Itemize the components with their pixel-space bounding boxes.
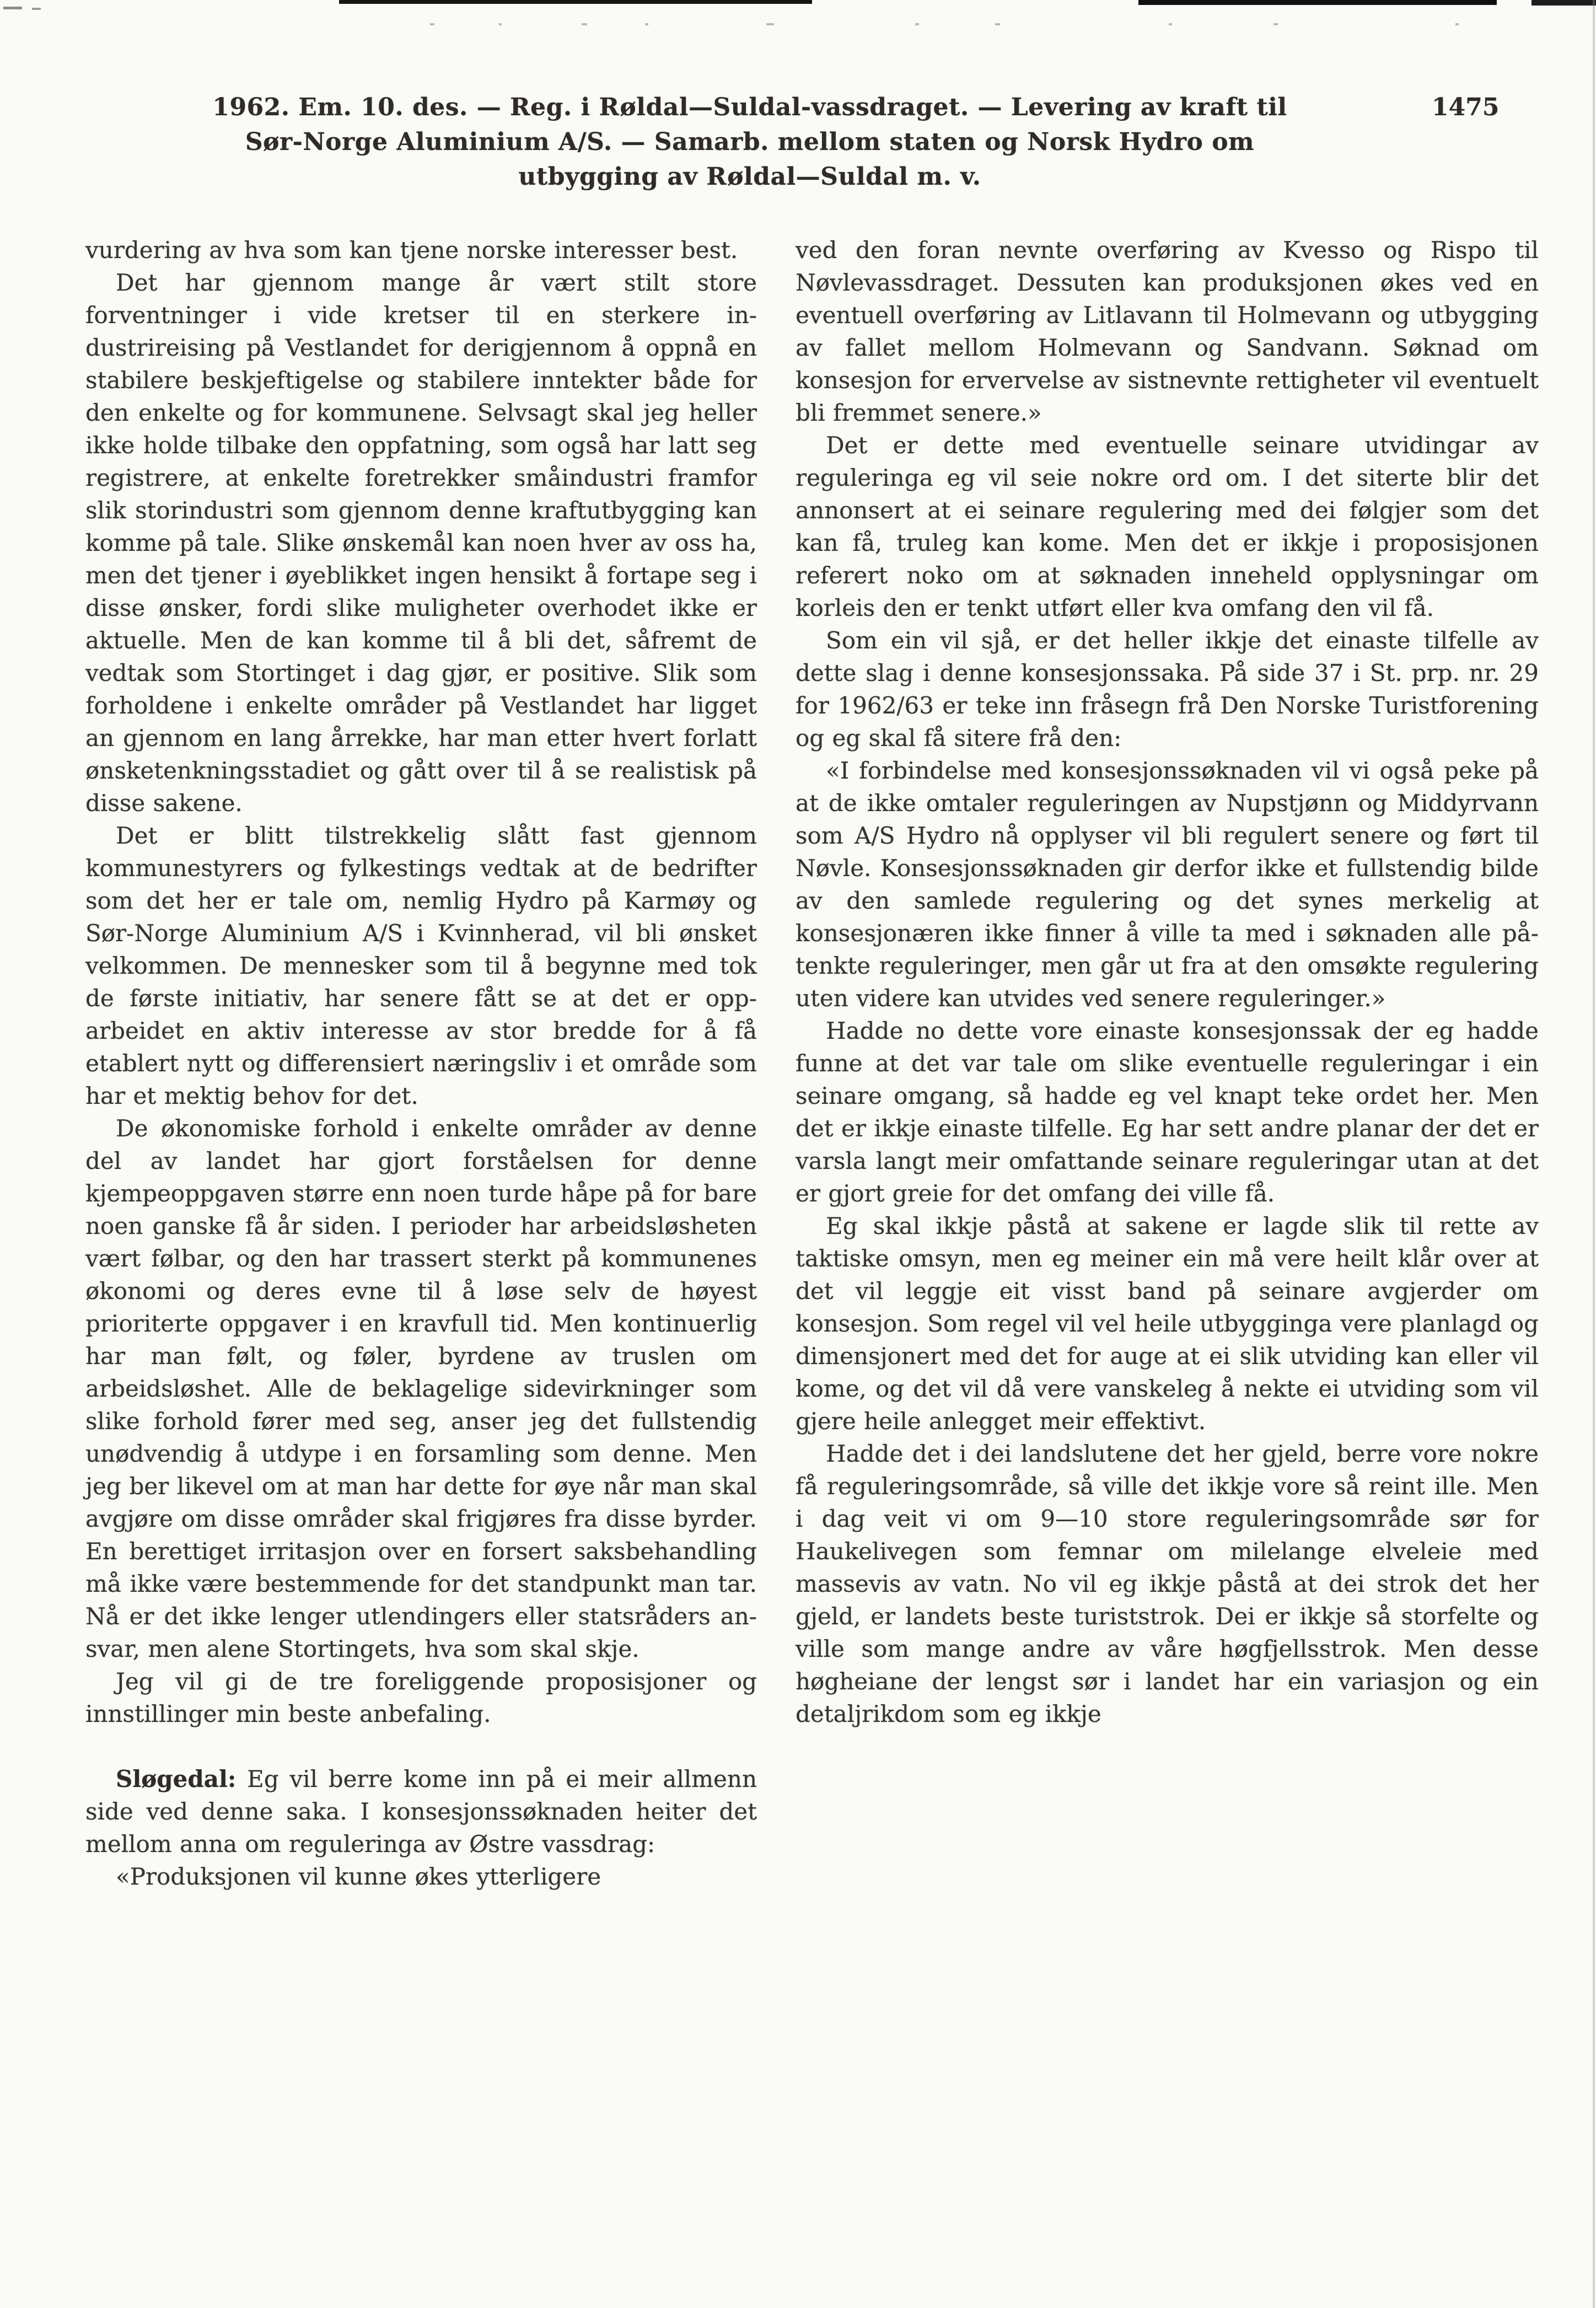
scan-artifact-dash: [3, 7, 22, 9]
speaker-name: Sløgedal:: [116, 1765, 237, 1792]
scan-artifact-speck: [582, 23, 587, 25]
scan-artifact-speck: [1455, 23, 1459, 25]
scan-artifact-bar: [339, 0, 812, 4]
running-head-line-1: 1962. Em. 10. des. — Reg. i Røldal—Suldal-vassdraget. — Levering av kraft til: [212, 93, 1287, 121]
left-column: [85, 234, 757, 1893]
paragraph: «I forbindelse med konsesjonssøknaden vil vi også peke på at de ikke omtaler reguleringen av Nupstjønn og Middyrvann som A/S Hydro nå opplyser vil bli regulert senere og ført til Nøvle. Konsesjonssøknaden gir derfor ikke et fullstendig bilde av den samlede regulering og det synes merkelig at konsesjonæren ikke finner å ville ta med i søknaden alle påtenkte reguleringer, men går ut fra at den omsøkte regulering uten videre kan utvides ved senere reguleringer.»: [796, 757, 1539, 1012]
paragraph: vurdering av hva som kan tjene norske interesser best.: [85, 237, 738, 264]
scan-artifact-bar: [1138, 0, 1497, 5]
paragraph: ved den foran nevnte overføring av Kvesso og Rispo til Nøvlevassdraget. Dessuten kan produksjonen økes ved en eventuell overføring av Litlavann til Holmevann og utbygging av fallet mellom Holmevann og Sandvann. Søknad om konsesjon for ervervelse av sistnevnte rettigheter vil eventuelt bli fremmet senere.»: [796, 237, 1539, 426]
scan-artifact-speck: [1169, 23, 1172, 25]
paragraph: Som ein vil sjå, er det heller ikkje det einaste tilfelle av dette slag i denne konsesjonssaka. På side 37 i St. prp. nr. 29 for 1962/63 er teke inn fråsegn frå Den Norske Turistforening og eg skal få sitere frå den:: [796, 627, 1539, 752]
scan-artifact-speck: [430, 23, 434, 25]
paragraph: Det er blitt tilstrekkelig slått fast gjennom kommunestyrers og fylkestings vedtak at de bedrifter som det her er tale om, nemlig Hydro på Karmøy og Sør-Norge Aluminium A/S i Kvinnherad, vil bli ønsket velkommen. De mennesker som til å begynne med tok de første initiativ, har senere fått se at det er opparbeidet en aktiv interesse av stor bredde for å få etablert nytt og differensiert næringsliv i et område som har et mektig behov for det.: [85, 822, 757, 1109]
scan-artifact-speck: [1273, 23, 1278, 25]
scan-edge-line: [1593, 0, 1595, 2308]
scan-artifact-bar: [1531, 0, 1596, 6]
scan-artifact-speck: [645, 23, 648, 25]
paragraph: Sløgedal: Eg vil berre kome inn på ei meir allmenn side ved denne saka. I konsesjonssøknaden heiter det mellom anna om reguleringa av Østre vassdrag:: [85, 1765, 757, 1858]
scan-artifact-dash: [32, 8, 41, 10]
paragraph: Hadde det i dei landslutene det her gjeld, berre vore nokre få reguleringsområde, så ville det ikkje vore så reint ille. Men i dag veit vi om 9—10 store reguleringsområde sør for Haukelivegen som femnar om milelange elveleie med massevis av vatn. No vil eg ikkje påstå at dei strok det her gjeld, er landets beste turiststrok. Dei er ikkje så storfelte og ville som mange andre av våre høgfjellsstrok. Men desse høgheiane der lengst sør i landet har ein variasjon og ein detaljrikdom som eg ikkje: [796, 1440, 1539, 1727]
paragraph: Det har gjennom mange år vært stilt store forventninger i vide kretser til en sterkere industrireising på Vestlandet for derigjennom å oppnå en stabilere beskjeftigelse og stabilere inntekter både for den enkelte og for kommunene. Selvsagt skal jeg heller ikke holde tilbake den oppfatning, som også har latt seg registrere, at enkelte foretrekker småindustri framfor slik storindustri som gjennom denne kraftutbygging kan komme på tale. Slike ønskemål kan noen hver av oss ha, men det tjener i øyeblikket ingen hensikt å fortape seg i disse ønsker, fordi slike muligheter overhodet ikke er aktuelle. Men de kan komme til å bli det, såfremt de vedtak som Stortinget i dag gjør, er positive. Slik som forholdene i enkelte områder på Vestlandet har ligget an gjennom en lang årrekke, har man etter hvert forlatt ønsketenkningsstadiet og gått over til å se realistisk på disse sakene.: [85, 269, 757, 817]
right-column: [796, 234, 1539, 1893]
paragraph: Hadde no dette vore einaste konsesjonssak der eg hadde funne at det var tale om slike eventuelle reguleringar i ein seinare omgang, så hadde eg vel knapt teke ordet her. Men det er ikkje einaste tilfelle. Eg har sett andre planar der det er varsla langt meir omfattande seinare reguleringar utan at det er gjort greie for det omfang dei ville få.: [796, 1017, 1539, 1207]
running-head-line-3: utbygging av Røldal—Suldal m. v.: [518, 163, 981, 191]
scan-artifact-speck: [766, 23, 774, 25]
scan-artifact-speck: [499, 23, 502, 25]
page-number: 1475: [1432, 93, 1500, 121]
running-head-line-2: Sør-Norge Aluminium A/S. — Samarb. mellom staten og Norsk Hydro om: [245, 128, 1255, 156]
paragraph: Eg skal ikkje påstå at sakene er lagde slik til rette av taktiske omsyn, men eg meiner ein må vere heilt klår over at det vil leggje eit visst band på seinare avgjerder om konsesjon. Som regel vil vel heile utbygginga vere planlagd og dimensjonert med det for auge at ei slik utviding kan eller vil kome, og det vil då vere vanskeleg å nekte ei utviding som vil gjere heile anlegget meir effektivt.: [796, 1212, 1539, 1435]
scan-artifact-speck: [995, 23, 1000, 25]
paragraph: De økonomiske forhold i enkelte områder av denne del av landet har gjort forståelsen for denne kjempeoppgaven større enn noen turde håpe på for bare noen ganske få år siden. I perioder har arbeidsløsheten vært følbar, og den har trassert sterkt på kommunenes økonomi og deres evne til å løse selv de høyest prioriterte oppgaver i en kravfull tid. Men kontinuerlig har man følt, og føler, byrdene av truslen om arbeidsløshet. Alle de beklagelige sidevirkninger som slike forhold fører med seg, anser jeg det fullstendig unødvendig å utdype i en forsamling som denne. Men jeg ber likevel om at man har dette for øye når man skal avgjøre om disse områder skal frigjøres fra disse byrder. En berettiget irritasjon over en forsert saksbehandling må ikke være bestemmende for det standpunkt man tar. Nå er det ikke lenger utlendingers eller statsråders ansvar, men alene Stortingets, hva som skal skje.: [85, 1115, 757, 1662]
scan-artifact-speck: [915, 23, 919, 25]
running-head: [83, 90, 1417, 194]
text-columns: [85, 234, 1539, 1893]
paragraph: Det er dette med eventuelle seinare utvidingar av reguleringa eg vil seie nokre ord om. I det siterte blir det annonsert at ei seinare regulering med dei følgjer som det kan få, truleg kan kome. Men det er ikkje i proposisjonen referert noko om at søknaden inneheld opplysningar om korleis den er tenkt utført eller kva omfang den vil få.: [796, 432, 1539, 621]
paragraph: «Produksjonen vil kunne økes ytterligere: [116, 1863, 601, 1890]
paragraph: Jeg vil gi de tre foreliggende proposisjoner og innstillinger min beste anbefaling.: [85, 1668, 757, 1727]
